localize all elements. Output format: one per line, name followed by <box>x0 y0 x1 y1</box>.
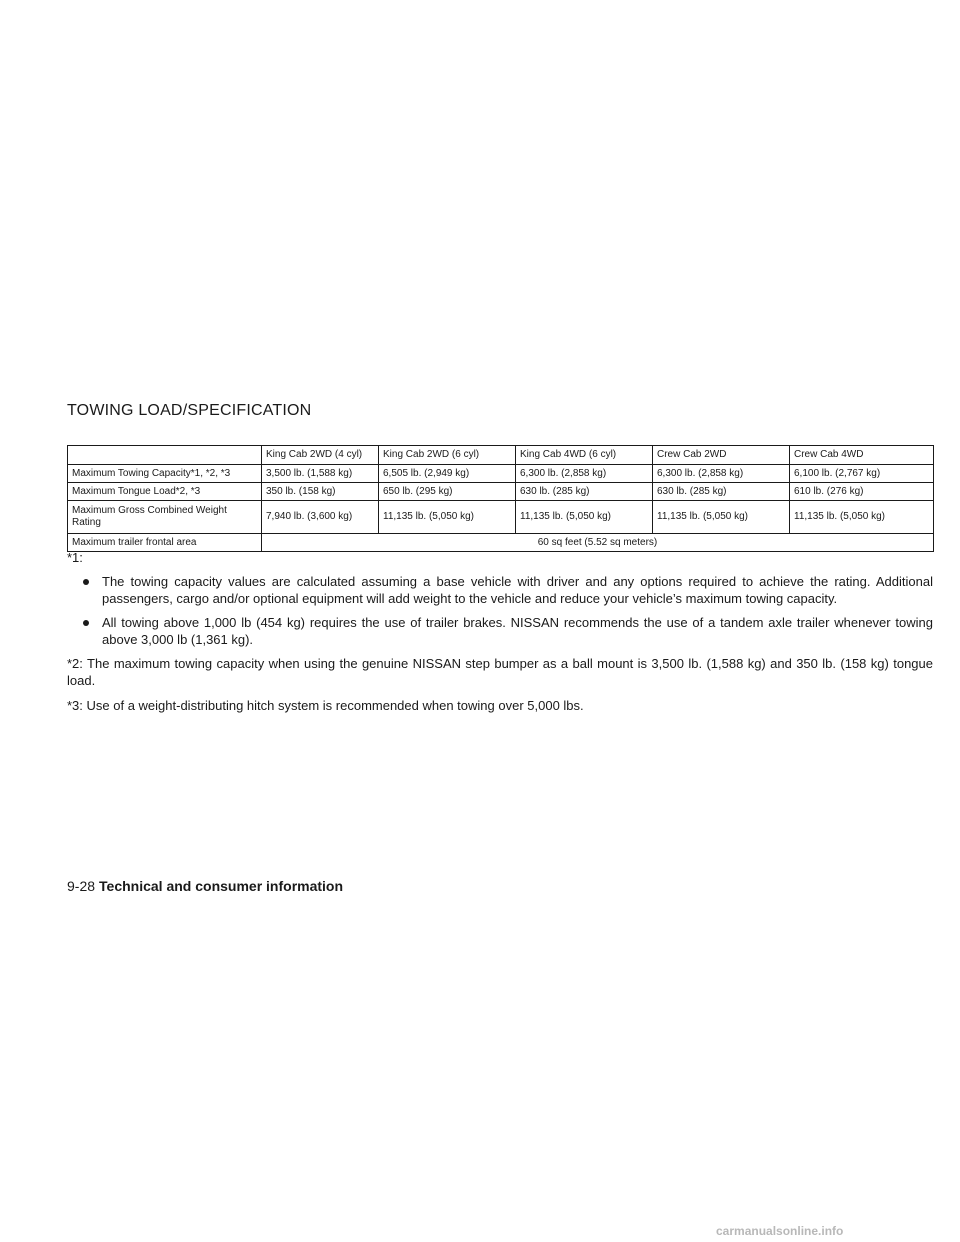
bullet-dot-icon <box>83 579 89 585</box>
header-king-cab-2wd-6cyl: King Cab 2WD (6 cyl) <box>379 446 516 465</box>
footnote-1-label: *1: <box>67 550 83 565</box>
table-cell: 6,300 lb. (2,858 kg) <box>516 465 653 483</box>
chapter-title: Technical and consumer information <box>99 878 344 894</box>
page-footer <box>67 878 343 894</box>
table-cell: 6,300 lb. (2,858 kg) <box>653 465 790 483</box>
table-cell: 7,940 lb. (3,600 kg) <box>262 501 379 534</box>
footnote-1-bullet <box>67 614 933 648</box>
table-cell: Maximum Tongue Load*2, *3 <box>68 483 262 501</box>
towing-spec-table <box>67 445 934 552</box>
table-cell: 11,135 lb. (5,050 kg) <box>790 501 934 534</box>
header-cell-empty <box>68 446 262 465</box>
table-cell: 11,135 lb. (5,050 kg) <box>653 501 790 534</box>
table-row-max-towing-capacity <box>68 465 934 483</box>
footnote-3: *3: Use of a weight-distributing hitch system is recommended when towing over 5,000 lbs. <box>67 698 584 713</box>
table-cell: 650 lb. (295 kg) <box>379 483 516 501</box>
table-cell-merged: 60 sq feet (5.52 sq meters) <box>262 534 934 552</box>
header-king-cab-2wd-4cyl: King Cab 2WD (4 cyl) <box>262 446 379 465</box>
table-cell: 630 lb. (285 kg) <box>516 483 653 501</box>
table-cell: 6,100 lb. (2,767 kg) <box>790 465 934 483</box>
watermark: carmanualsonline.info <box>716 1224 844 1238</box>
page-number: 9-28 <box>67 878 96 894</box>
footnotes <box>67 549 933 722</box>
table-cell: Maximum Towing Capacity*1, *2, *3 <box>68 465 262 483</box>
table-cell: 630 lb. (285 kg) <box>653 483 790 501</box>
header-king-cab-4wd-6cyl: King Cab 4WD (6 cyl) <box>516 446 653 465</box>
table-cell: 610 lb. (276 kg) <box>790 483 934 501</box>
bullet-dot-icon <box>83 620 89 626</box>
table-row-max-tongue-load <box>68 483 934 501</box>
table-cell: Maximum trailer frontal area <box>68 534 262 552</box>
header-crew-cab-2wd: Crew Cab 2WD <box>653 446 790 465</box>
footnote-2: *2: The maximum towing capacity when using the genuine NISSAN step bumper as a ball mount is 3,500 lb. (1,588 kg) and 350 lb. (158 kg) tongue load. <box>67 656 933 688</box>
table-cell: 3,500 lb. (1,588 kg) <box>262 465 379 483</box>
bullet-text: The towing capacity values are calculated assuming a base vehicle with driver and any options required to achieve the rating. Additional passengers, cargo and/or optional equipment will add weight to the vehicle and reduce your vehicle’s maximum towing capacity. <box>102 574 933 606</box>
header-crew-cab-4wd: Crew Cab 4WD <box>790 446 934 465</box>
footnote-1-bullet <box>67 573 933 607</box>
table-cell: 11,135 lb. (5,050 kg) <box>379 501 516 534</box>
section-title: TOWING LOAD/SPECIFICATION <box>67 402 312 419</box>
table-cell: Maximum Gross Combined Weight Rating <box>68 501 262 534</box>
table-row-max-gcwr <box>68 501 934 534</box>
table-header-row <box>68 446 934 465</box>
bullet-text: All towing above 1,000 lb (454 kg) requires the use of trailer brakes. NISSAN recommends the use of a tandem axle trailer whenever towing above 3,000 lb (1,361 kg). <box>102 615 933 647</box>
table-cell: 11,135 lb. (5,050 kg) <box>516 501 653 534</box>
table-cell: 350 lb. (158 kg) <box>262 483 379 501</box>
table-cell: 6,505 lb. (2,949 kg) <box>379 465 516 483</box>
